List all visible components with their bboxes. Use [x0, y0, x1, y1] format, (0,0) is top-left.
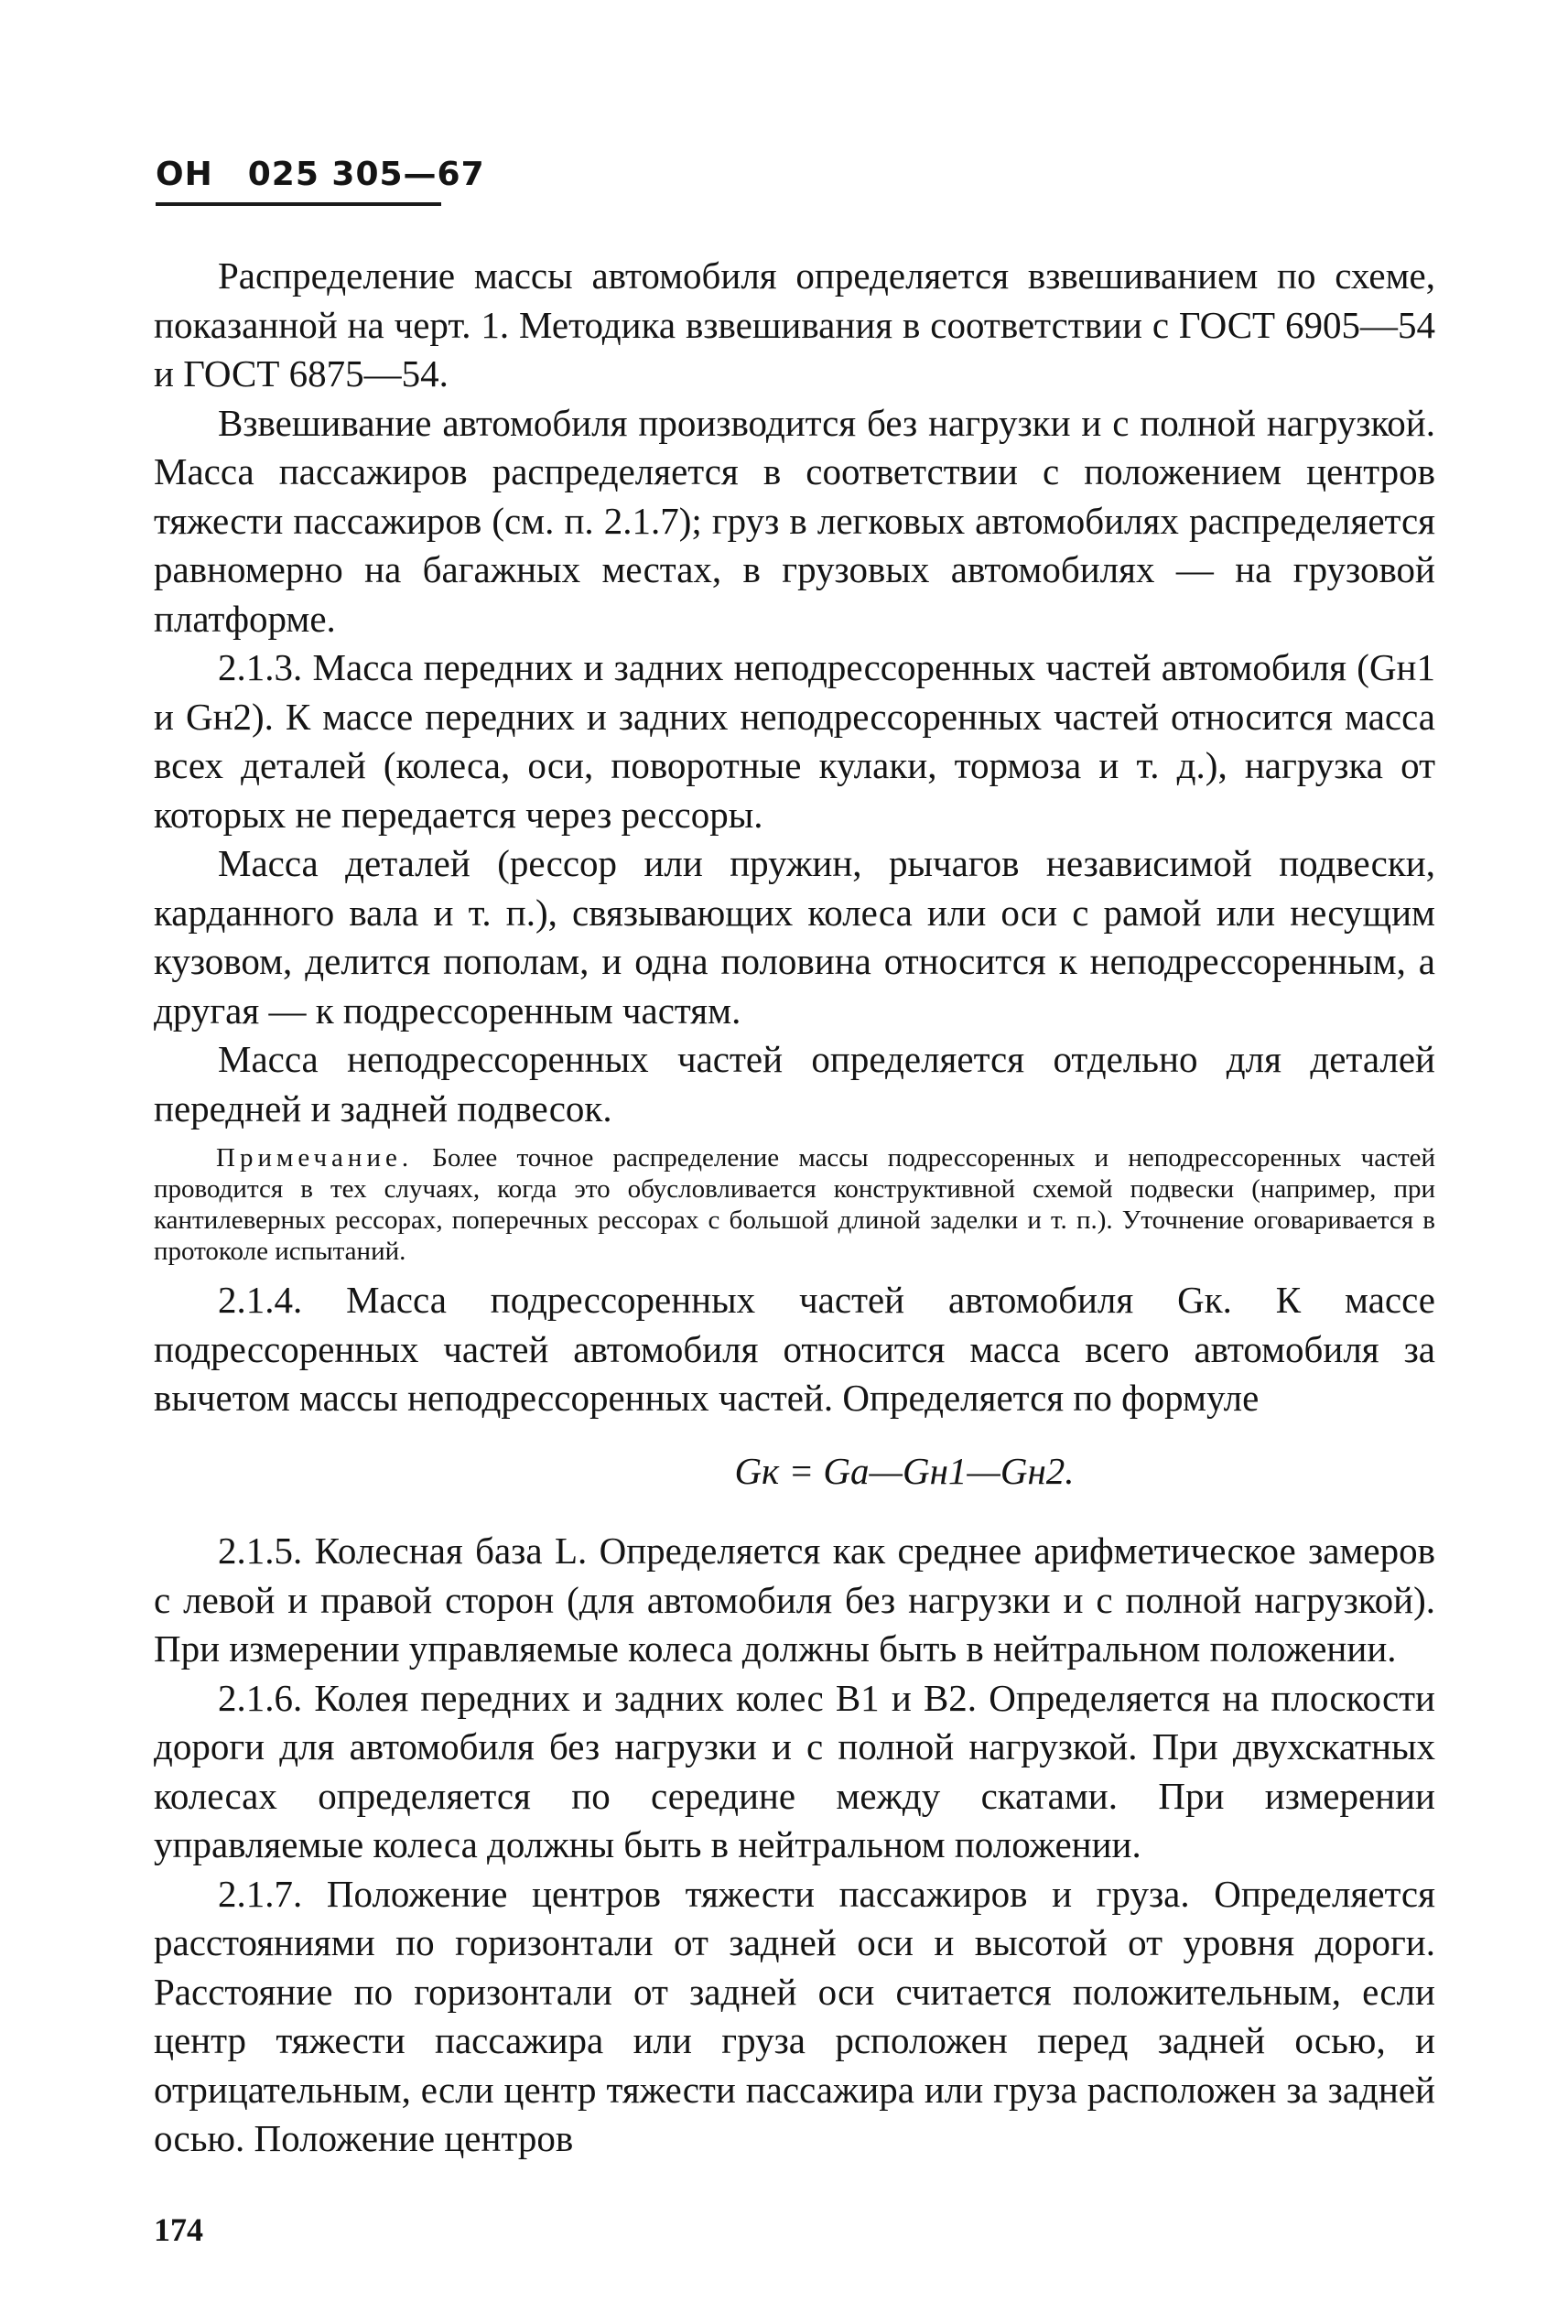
document-header	[156, 156, 485, 206]
paragraph-weighing-scheme: Распределение массы автомобиля определяется взвешиванием по схеме, показанной на черт. 1. Методика взвешивания в соответствии с ГОСТ 6905—54 и ГОСТ 6875—54.	[154, 254, 1435, 395]
document-body	[154, 252, 1435, 2164]
paragraph-unsprung-separate: Масса неподрессоренных частей определяется отдельно для деталей передней и задней подвесок.	[154, 1038, 1435, 1130]
paragraph-2-1-6: 2.1.6. Колея передних и задних колес B1 и B2. Определяется на плоскости дороги для автомобиля без нагрузки и с полной нагрузкой. При двухскатных колесах определяется по середине между скатами. При измерении управляемые колеса должны быть в нейтральном положении.	[154, 1676, 1435, 1865]
paragraph-2-1-3: 2.1.3. Масса передних и задних неподрессоренных частей автомобиля (Gн1 и Gн2). К массе передних и задних неподрессоренных частей относится масса всех деталей (колеса, оси, поворотные кулаки, тормоза и т. д.), нагрузка от которых не передается через рессоры.	[154, 646, 1435, 836]
formula: Gк = Gа—Gн1—Gн2.	[734, 1449, 1075, 1492]
paragraph-parts-mass: Масса деталей (рессор или пружин, рычагов независимой подвески, карданного вала и т. п.), связывающих колеса или оси с рамой или несущим кузовом, делится пополам, и одна половина относится к неподрессоренным, а другая — к подрессоренным частям.	[154, 842, 1435, 1032]
paragraph-2-1-5: 2.1.5. Колесная база L. Определяется как среднее арифметическое замеров с левой и правой сторон (для автомобиля без нагрузки и с полной нагрузкой). При измерении управляемые колеса должны быть в нейтральном положении.	[154, 1530, 1435, 1670]
paragraph-weighing-load: Взвешивание автомобиля производится без нагрузки и с полной нагрузкой. Масса пассажиров распределяется в соответствии с положением центров тяжести пассажиров (см. п. 2.1.7); груз в легковых автомобилях распределяется равномерно на багажных местах, в грузовых автомобилях — на грузовой платформе.	[154, 401, 1435, 640]
page-number: 174	[154, 2211, 203, 2248]
note-text: Более точное распределение массы подрессоренных и неподрессоренных частей проводится в тех случаях, когда это обусловливается конструктивной схемой подвески (например, при кантилеверных рессорах, поперечных рессорах с большой длиной заделки и т. п.). Уточнение оговаривается в протоколе испытаний.	[154, 1143, 1436, 1266]
paragraph-2-1-7: 2.1.7. Положение центров тяжести пассажиров и груза. Определяется расстояниями по горизонтали от задней оси и высотой от уровня дороги. Расстояние по горизонтали от задней оси считается положительным, если центр тяжести пассажира или груза рсположен перед задней осью, и отрицательным, если центр тяжести пассажира или груза расположен за задней осью. Положение центров	[154, 1872, 1435, 2159]
note-label: Примечание.	[216, 1143, 414, 1173]
note	[154, 1142, 1435, 1267]
standard-number: 025 305—67	[247, 156, 485, 193]
paragraph-2-1-4: 2.1.4. Масса подрессоренных частей автомобиля Gк. К массе подрессоренных частей автомобиля относится масса всего автомобиля за вычетом массы неподрессоренных частей. Определяется по формуле	[154, 1279, 1435, 1419]
standard-code: ОН	[156, 156, 213, 193]
